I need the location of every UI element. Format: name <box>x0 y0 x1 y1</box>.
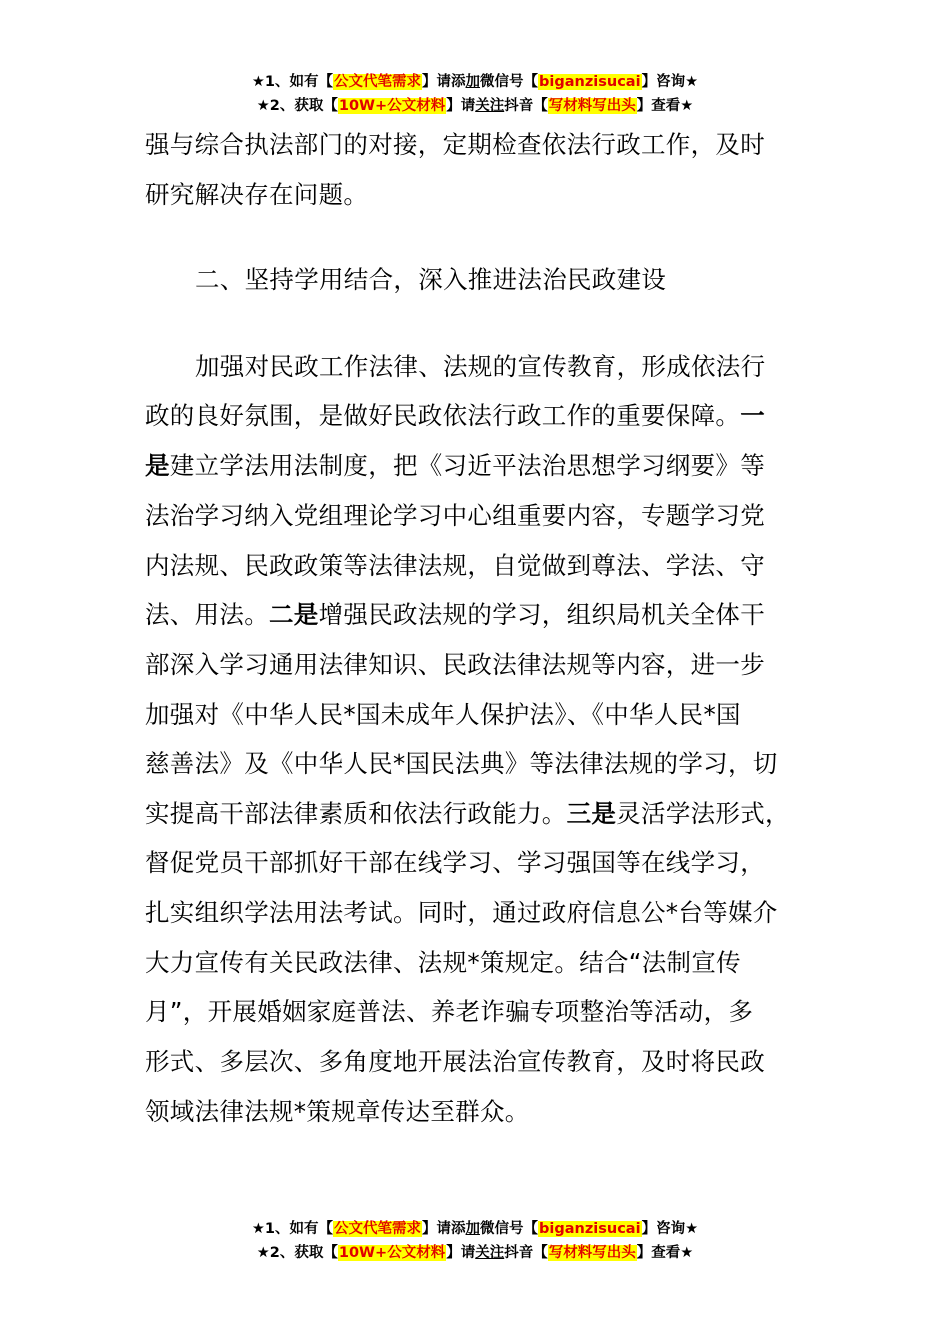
text-line: 加强对《中华人民*国未成年人保护法》、《中华人民*国 <box>145 700 741 729</box>
text-span: 法、用法。 <box>145 600 269 629</box>
text-span: 实提高干部法律素质和依法行政能力。 <box>145 799 567 828</box>
highlight-wechat-id: biganzisucai <box>539 74 641 90</box>
banner-text: ★2、获取【 <box>256 1245 338 1261</box>
text-line: 法治学习纳入党组理论学习中心组重要内容，专题学习党 <box>145 501 765 530</box>
banner-line-2 <box>0 94 950 118</box>
banner-line-2 <box>0 1241 950 1265</box>
text-line: 扎实组织学法用法考试。同时，通过政府信息公*台等媒介 <box>145 898 778 927</box>
banner-text: ★1、如有【 <box>251 1221 334 1237</box>
text-span: 增强民政法规的学习，组织局机关全体干 <box>318 600 766 629</box>
bold-text: 是 <box>145 451 170 480</box>
banner-text: 】咨询★ <box>641 1221 699 1237</box>
banner-text: ★2、获取【 <box>256 98 338 114</box>
banner-underline-text: 关注 <box>475 98 505 114</box>
text-line: 月”，开展婚姻家庭普法、养老诈骗专项整治等活动，多 <box>145 997 754 1026</box>
top-banner <box>0 70 950 118</box>
highlight-materials: 10W+公文材料 <box>338 98 446 114</box>
banner-text: 】请 <box>446 98 476 114</box>
text-line: 形式、多层次、多角度地开展法治宣传教育，及时将民政 <box>145 1047 765 1076</box>
text-line: 督促党员干部抓好干部在线学习、学习强国等在线学习， <box>145 848 765 877</box>
banner-text: 微信号【 <box>480 74 539 90</box>
banner-text: 】咨询★ <box>641 74 699 90</box>
text-line <box>145 598 765 632</box>
banner-text: 】请添 <box>422 1221 466 1237</box>
text-line: 慈善法》及《中华人民*国民法典》等法律法规的学习，切 <box>145 749 778 778</box>
banner-underline-text: 加 <box>465 1221 481 1237</box>
banner-underline-text: 加 <box>465 74 481 90</box>
highlight-wechat-id: biganzisucai <box>539 1221 641 1237</box>
banner-text: 抖音【 <box>504 98 548 114</box>
text-line: 部深入学习通用法律知识、民政法律法规等内容，进一步 <box>145 650 765 679</box>
text-line: 内法规、民政政策等法律法规，自觉做到尊法、学法、守 <box>145 551 765 580</box>
highlight-service: 公文代笔需求 <box>334 74 422 90</box>
bottom-banner <box>0 1217 950 1265</box>
highlight-materials: 10W+公文材料 <box>338 1245 446 1261</box>
text-span: 灵活学法形式， <box>616 799 790 828</box>
text-line: 研究解决存在问题。 <box>145 180 369 209</box>
text-line: 大力宣传有关民政法律、法规*策规定。结合“法制宣传 <box>145 948 741 977</box>
bold-text: 三是 <box>566 799 617 828</box>
text-line: 领域法律法规*策规章传达至群众。 <box>145 1097 530 1126</box>
text-line <box>145 797 790 831</box>
banner-underline-text: 关注 <box>475 1245 505 1261</box>
banner-text: 抖音【 <box>504 1245 548 1261</box>
highlight-douyin-account: 写材料写出头 <box>548 1245 636 1261</box>
banner-text: 微信号【 <box>480 1221 539 1237</box>
text-line: 加强对民政工作法律、法规的宣传教育，形成依法行 <box>195 352 766 381</box>
highlight-douyin-account: 写材料写出头 <box>548 98 636 114</box>
banner-text: 】查看★ <box>636 1245 694 1261</box>
text-span: 建立学法用法制度，把《习近平法治思想学习纲要》等 <box>169 451 766 480</box>
text-line: 强与综合执法部门的对接，定期检查依法行政工作，及时 <box>145 130 765 159</box>
highlight-service: 公文代笔需求 <box>334 1221 422 1237</box>
section-heading: 二、坚持学用结合，深入推进法治民政建设 <box>195 265 667 294</box>
banner-text: 】查看★ <box>636 98 694 114</box>
banner-text: 】请添 <box>422 74 466 90</box>
banner-text: ★1、如有【 <box>251 74 334 90</box>
bold-text: 一 <box>740 401 766 430</box>
banner-line-1 <box>0 1217 950 1241</box>
text-span: 政的良好氛围，是做好民政依法行政工作的重要保障。 <box>145 401 741 430</box>
banner-line-1 <box>0 70 950 94</box>
banner-text: 】请 <box>446 1245 476 1261</box>
text-line <box>145 449 765 483</box>
bold-text: 二是 <box>269 600 319 629</box>
text-line <box>145 399 765 433</box>
